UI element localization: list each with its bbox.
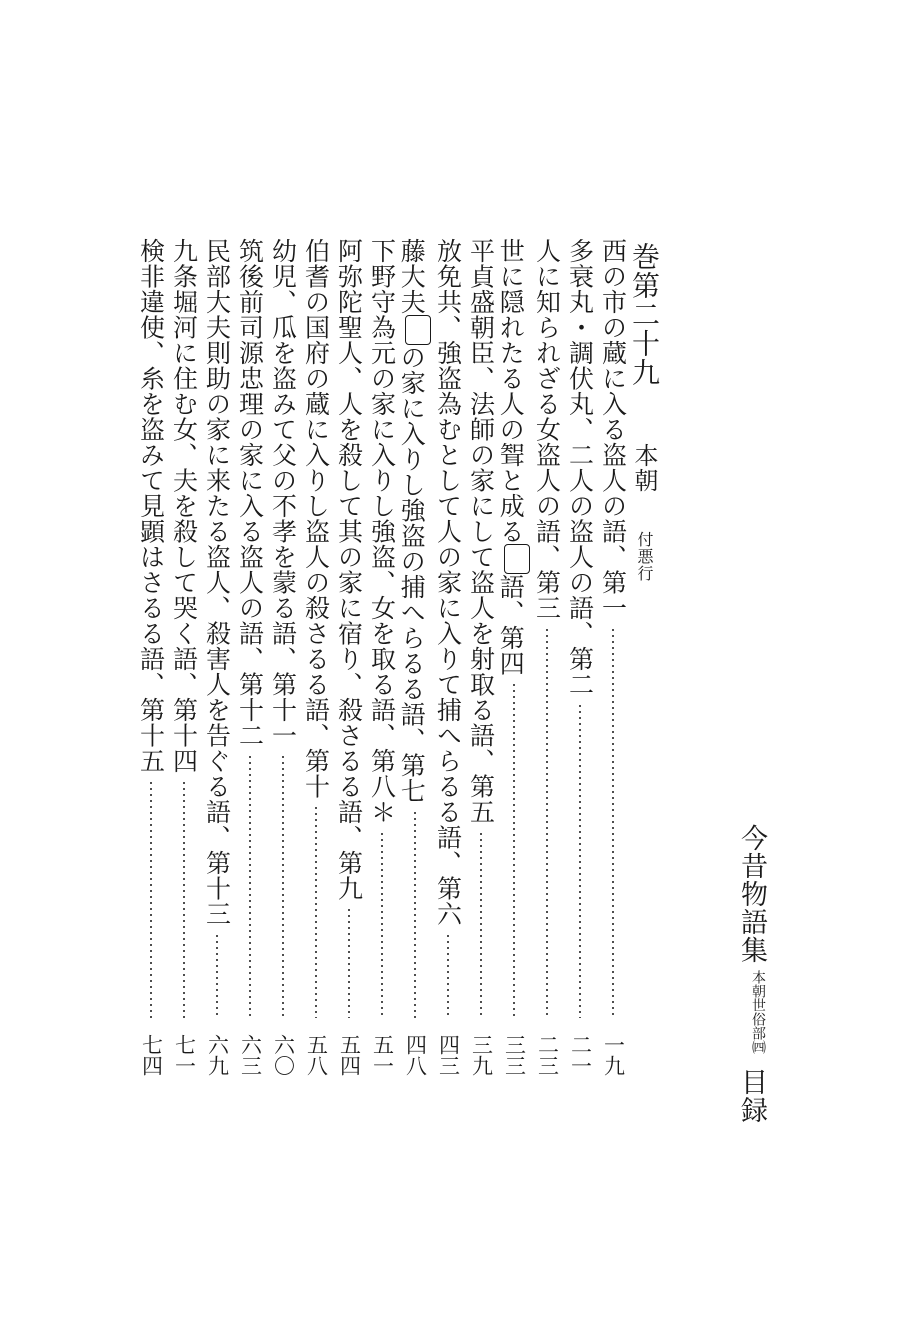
entry-title: 西の市の蔵に入る盗人の語、第一 (598, 238, 628, 621)
toc-label: 目録 (736, 1068, 767, 1124)
entry-title: 検非違使、糸を盗みて見顕はさるる語、第十五 (136, 238, 166, 774)
toc-entry-5[interactable] (466, 238, 496, 1076)
page-number: 三九 (469, 1034, 494, 1076)
entry-title: 平貞盛朝臣、法師の家にして盗人を射取る語、第五 (466, 238, 496, 825)
leader-dots (381, 831, 383, 1019)
toc-entry-9[interactable] (334, 238, 364, 1076)
toc-entry-14[interactable] (169, 238, 199, 1076)
page-number: 四八 (403, 1034, 428, 1076)
page-number: 二一 (568, 1034, 593, 1076)
entry-title: 阿弥陀聖人、人を殺して其の家に宿り、殺さるる語、第九 (334, 238, 364, 901)
entry-title: 九条堀河に住む女、夫を殺して哭く語、第十四 (169, 238, 199, 774)
entry-title: 藤大夫の家に入りし強盗の捕へらるる語、第七 (399, 238, 431, 804)
page-number: 一九 (601, 1034, 626, 1076)
running-header (736, 824, 767, 1124)
entry-title: 世に隠れたる人の聟と成る語、第四 (498, 238, 530, 676)
entry-title: 多衰丸・調伏丸、二人の盗人の語、第二 (565, 238, 595, 697)
page-number: 五一 (370, 1034, 395, 1076)
entry-title: 放免共、強盗為むとして人の家に入りて捕へらるる語、第六 (433, 238, 463, 927)
page-number: 三三 (502, 1034, 527, 1076)
toc-entry-10[interactable] (301, 238, 331, 1076)
leader-dots (579, 703, 581, 1018)
volume-heading (628, 242, 661, 582)
leader-dots (315, 805, 317, 1018)
toc-entry-11[interactable] (268, 238, 298, 1076)
page-number: 六〇 (271, 1034, 296, 1076)
page-number: 六三 (238, 1034, 263, 1076)
page-number: 六九 (205, 1034, 230, 1076)
volume-subtitle: 本朝 (630, 443, 658, 493)
leader-dots (249, 754, 251, 1018)
leader-dots (150, 780, 152, 1019)
page-number: 二三 (535, 1034, 560, 1076)
leader-dots (447, 933, 449, 1019)
leader-dots (216, 933, 218, 1019)
page-number: 四三 (436, 1034, 461, 1076)
entry-title: 筑後前司源忠理の家に入る盗人の語、第十二 (235, 238, 265, 748)
toc-entry-4[interactable] (496, 238, 529, 1076)
leader-dots (513, 682, 515, 1018)
toc-entry-2[interactable] (565, 238, 595, 1076)
toc-entry-3[interactable] (532, 238, 562, 1076)
entry-title: 伯耆の国府の蔵に入りし盗人の殺さるる語、第十 (301, 238, 331, 799)
volume-subtitle-small: 付悪行 (635, 531, 654, 582)
entry-title: 民部大夫則助の家に来たる盗人、殺害人を告ぐる語、第十三 (202, 238, 232, 927)
page-number: 五八 (304, 1034, 329, 1076)
book-subtitle: 本朝世俗部㈣ (750, 970, 766, 1054)
volume-title: 巻第二十九 (628, 242, 661, 387)
entry-title: 幼児、瓜を盗みて父の不孝を蒙る語、第十一 (268, 238, 298, 748)
toc-entry-6[interactable] (433, 238, 463, 1076)
toc-entry-13[interactable] (202, 238, 232, 1076)
leader-dots (480, 831, 482, 1019)
toc-entry-7[interactable] (397, 238, 430, 1076)
blank-box (504, 544, 530, 574)
leader-dots (183, 780, 185, 1019)
toc-entry-15[interactable] (136, 238, 166, 1076)
book-title: 今昔物語集 (736, 824, 767, 964)
leader-dots (282, 754, 284, 1018)
leader-dots (414, 810, 416, 1019)
toc-entry-12[interactable] (235, 238, 265, 1076)
leader-dots (348, 907, 350, 1018)
blank-box (405, 315, 431, 345)
leader-dots (612, 627, 614, 1019)
toc-entry-1[interactable] (598, 238, 628, 1076)
entry-title: 下野守為元の家に入りし強盗、女を取る語、第八＊ (367, 238, 397, 825)
entry-title: 人に知られざる女盗人の語、第三 (532, 238, 562, 621)
page-number: 七一 (172, 1034, 197, 1076)
page-number: 五四 (337, 1034, 362, 1076)
page-number: 七四 (139, 1034, 164, 1076)
toc-entry-8[interactable] (367, 238, 397, 1076)
leader-dots (546, 627, 548, 1019)
